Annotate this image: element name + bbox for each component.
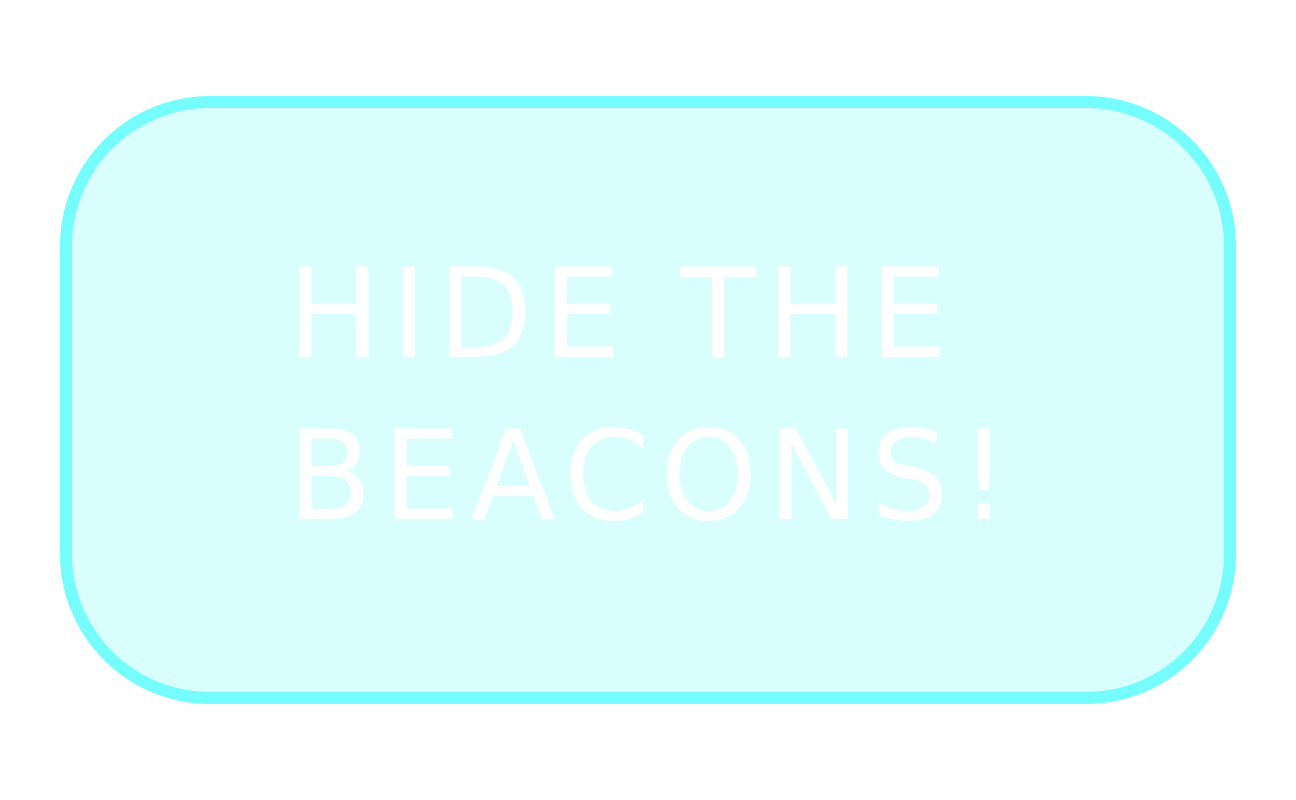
hide-beacons-button-label (287, 234, 1018, 558)
button-label-line-2: BEACONS! (287, 405, 1019, 549)
hide-beacons-button[interactable] (60, 96, 1236, 704)
button-label-line-1: HIDE THE (287, 243, 958, 387)
